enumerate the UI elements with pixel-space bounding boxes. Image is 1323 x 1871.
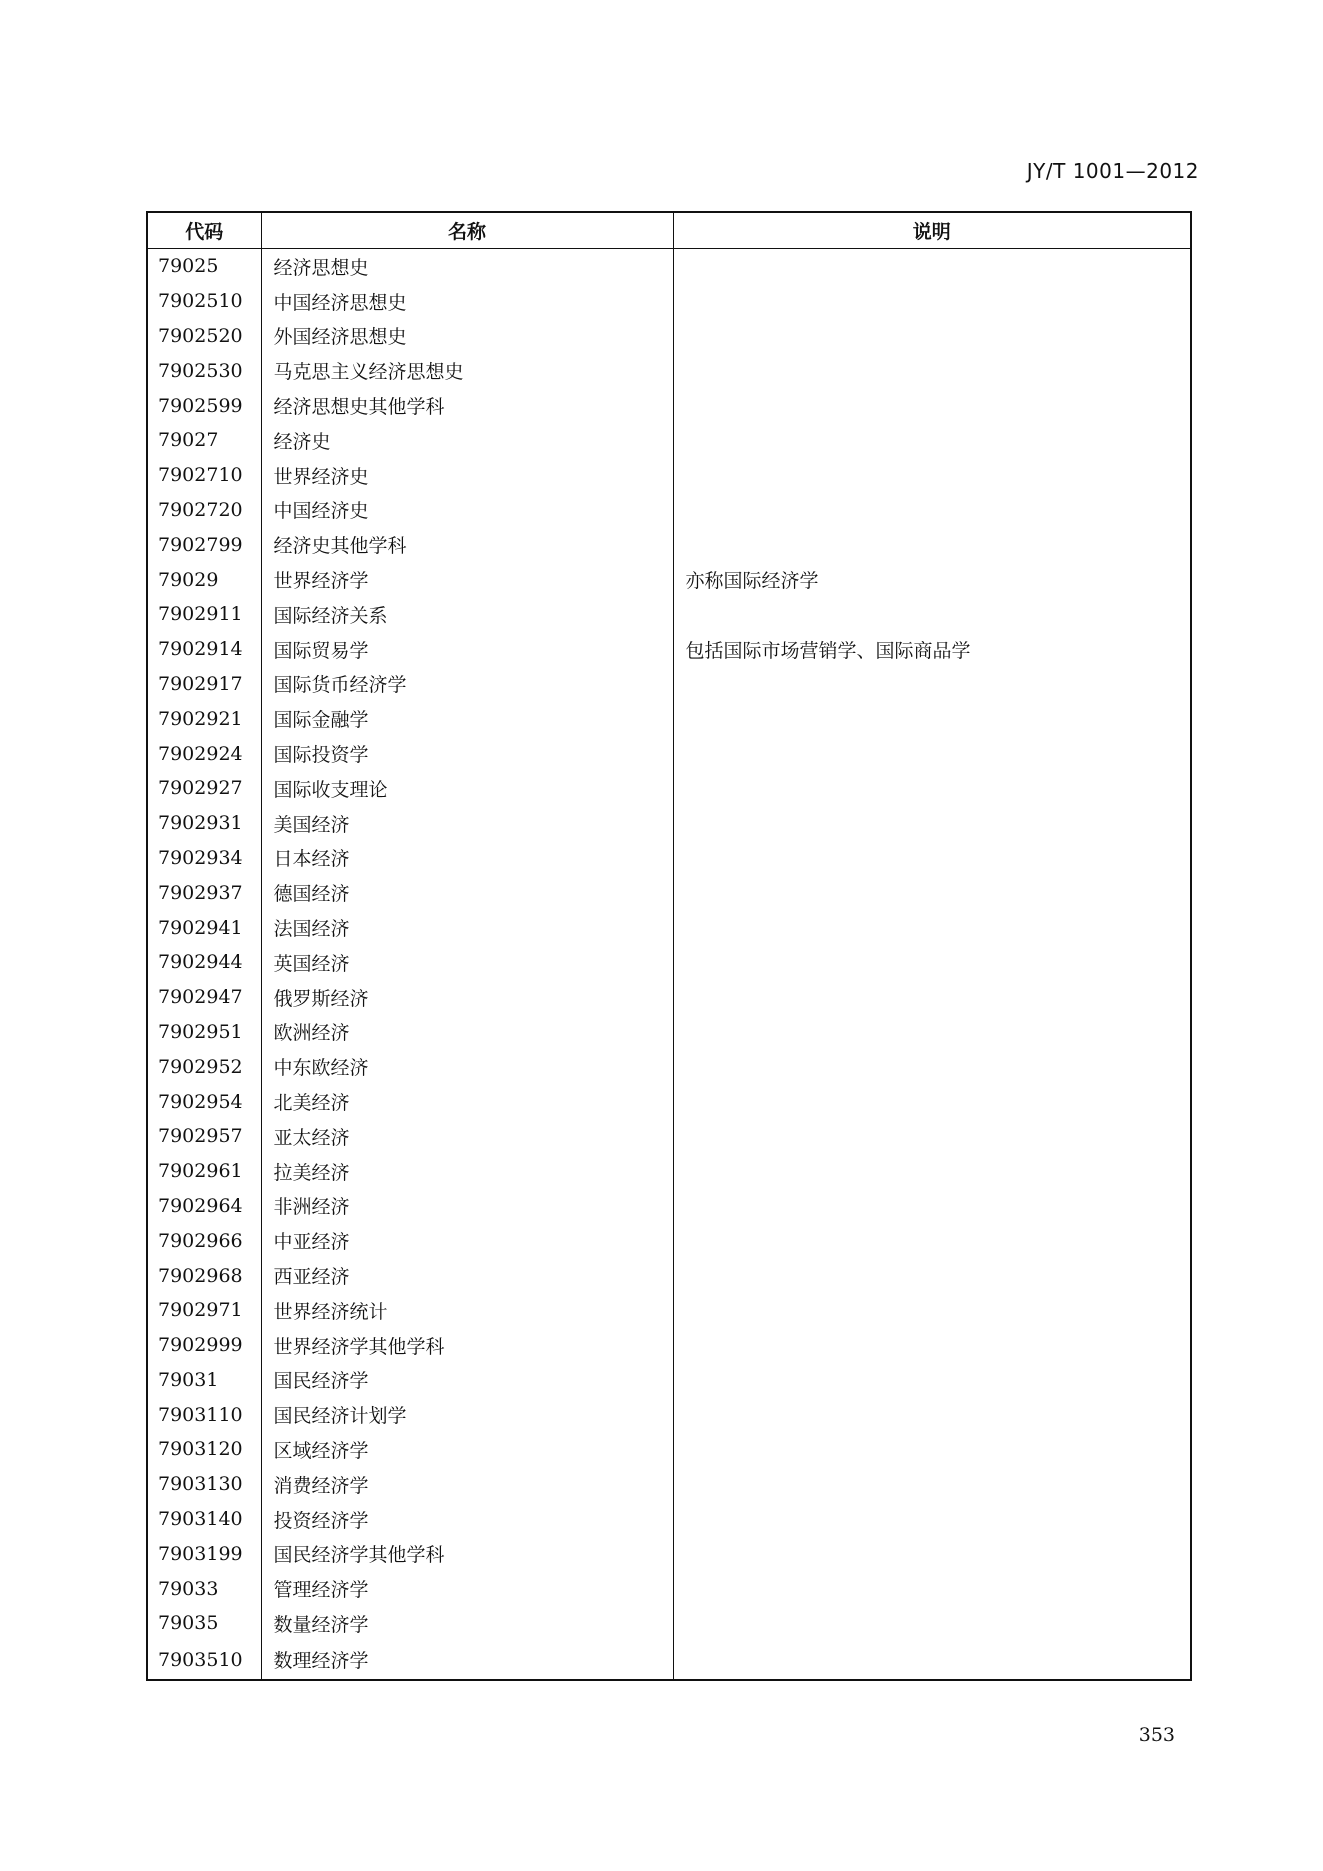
cell-description (673, 1536, 1191, 1571)
table-row (147, 458, 1191, 493)
cell-code: 7902530 (158, 359, 243, 382)
cell-code: 7902961 (158, 1160, 243, 1183)
cell-code: 7902914 (158, 638, 243, 661)
cell-name: 国际投资学 (261, 736, 673, 771)
cell-description (673, 1502, 1191, 1537)
discipline-code-table (146, 211, 1192, 1681)
table-row (147, 1571, 1191, 1606)
cell-name: 国民经济计划学 (261, 1397, 673, 1432)
column-header-description: 说明 (673, 212, 1191, 249)
cell-code: 79029 (158, 568, 219, 591)
table-row (147, 319, 1191, 354)
cell-name: 世界经济史 (261, 458, 673, 493)
cell-name: 法国经济 (261, 910, 673, 945)
table-row (147, 388, 1191, 423)
cell-description (673, 1189, 1191, 1224)
table-row (147, 527, 1191, 562)
cell-description (673, 1467, 1191, 1502)
cell-name: 外国经济思想史 (261, 319, 673, 354)
cell-code: 79031 (158, 1368, 219, 1391)
table-body (147, 249, 1191, 1680)
table-row (147, 910, 1191, 945)
cell-name: 国际货币经济学 (261, 667, 673, 702)
cell-description (673, 736, 1191, 771)
cell-description (673, 597, 1191, 632)
cell-code: 7902966 (158, 1229, 243, 1252)
cell-description (673, 1571, 1191, 1606)
cell-description (673, 875, 1191, 910)
standard-code: JY/T 1001—2012 (1026, 159, 1199, 183)
cell-description (673, 1119, 1191, 1154)
cell-description (673, 493, 1191, 528)
cell-name: 世界经济学 (261, 562, 673, 597)
cell-description (673, 1049, 1191, 1084)
cell-name: 世界经济统计 (261, 1293, 673, 1328)
table-row (147, 1641, 1191, 1680)
table-row (147, 1049, 1191, 1084)
table-row (147, 1119, 1191, 1154)
cell-code: 7903140 (158, 1508, 243, 1531)
cell-code: 7902971 (158, 1299, 243, 1322)
cell-name: 德国经济 (261, 875, 673, 910)
table-row (147, 806, 1191, 841)
cell-description: 亦称国际经济学 (673, 562, 1191, 597)
cell-description (673, 1154, 1191, 1189)
cell-name: 俄罗斯经济 (261, 980, 673, 1015)
cell-name: 国际经济关系 (261, 597, 673, 632)
table-row (147, 875, 1191, 910)
cell-description (673, 1258, 1191, 1293)
table-row (147, 423, 1191, 458)
table-row (147, 1467, 1191, 1502)
cell-name: 数量经济学 (261, 1606, 673, 1641)
table-header (147, 212, 1191, 249)
table-row (147, 667, 1191, 702)
cell-code: 7902799 (158, 533, 243, 556)
table-row (147, 597, 1191, 632)
cell-code: 7902931 (158, 812, 243, 835)
cell-description (673, 1363, 1191, 1398)
cell-description (673, 980, 1191, 1015)
cell-name: 经济思想史其他学科 (261, 388, 673, 423)
cell-description (673, 319, 1191, 354)
table-row (147, 562, 1191, 597)
cell-name: 国际金融学 (261, 701, 673, 736)
cell-name: 亚太经济 (261, 1119, 673, 1154)
table-row (147, 1536, 1191, 1571)
cell-description (673, 945, 1191, 980)
cell-code: 7902951 (158, 1020, 243, 1043)
cell-description (673, 806, 1191, 841)
cell-code: 7903130 (158, 1473, 243, 1496)
table-row (147, 945, 1191, 980)
cell-description: 包括国际市场营销学、国际商品学 (673, 632, 1191, 667)
table-row (147, 980, 1191, 1015)
cell-description (673, 1223, 1191, 1258)
table-row (147, 353, 1191, 388)
table-row (147, 1397, 1191, 1432)
cell-name: 英国经济 (261, 945, 673, 980)
cell-description (673, 1084, 1191, 1119)
cell-name: 消费经济学 (261, 1467, 673, 1502)
cell-name: 投资经济学 (261, 1502, 673, 1537)
table-row (147, 632, 1191, 667)
cell-code: 7902599 (158, 394, 243, 417)
cell-name: 国际收支理论 (261, 771, 673, 806)
table-row (147, 1606, 1191, 1641)
page-number: 353 (1138, 1724, 1175, 1746)
cell-description (673, 527, 1191, 562)
cell-description (673, 249, 1191, 284)
cell-name: 经济史其他学科 (261, 527, 673, 562)
cell-code: 79025 (158, 255, 219, 278)
cell-code: 7902924 (158, 742, 243, 765)
cell-description (673, 771, 1191, 806)
cell-code: 7902941 (158, 916, 243, 939)
discipline-code-table-container (146, 211, 1190, 1681)
table-row (147, 1154, 1191, 1189)
cell-code: 7902921 (158, 707, 243, 730)
cell-name: 国民经济学 (261, 1363, 673, 1398)
cell-name: 国民经济学其他学科 (261, 1536, 673, 1571)
table-row (147, 1258, 1191, 1293)
cell-code: 7902954 (158, 1090, 243, 1113)
cell-description (673, 353, 1191, 388)
table-row (147, 1189, 1191, 1224)
cell-description (673, 1015, 1191, 1050)
cell-description (673, 1606, 1191, 1641)
cell-description (673, 458, 1191, 493)
cell-name: 西亚经济 (261, 1258, 673, 1293)
table-row (147, 736, 1191, 771)
cell-description (673, 701, 1191, 736)
table-row (147, 771, 1191, 806)
cell-code: 79033 (158, 1577, 219, 1600)
cell-description (673, 423, 1191, 458)
cell-name: 美国经济 (261, 806, 673, 841)
cell-code: 7902520 (158, 324, 243, 347)
cell-description (673, 1293, 1191, 1328)
cell-name: 马克思主义经济思想史 (261, 353, 673, 388)
cell-name: 区域经济学 (261, 1432, 673, 1467)
table-row (147, 1293, 1191, 1328)
cell-description (673, 1641, 1191, 1680)
cell-name: 北美经济 (261, 1084, 673, 1119)
table-row (147, 1328, 1191, 1363)
cell-code: 7903199 (158, 1542, 243, 1565)
header-row (147, 212, 1191, 249)
cell-description (673, 910, 1191, 945)
cell-name: 非洲经济 (261, 1189, 673, 1224)
cell-description (673, 841, 1191, 876)
table-row (147, 1363, 1191, 1398)
table-row (147, 841, 1191, 876)
cell-code: 79035 (158, 1612, 219, 1635)
cell-code: 7902947 (158, 986, 243, 1009)
cell-description (673, 1328, 1191, 1363)
cell-code: 7902999 (158, 1334, 243, 1357)
cell-code: 79027 (158, 429, 219, 452)
cell-name: 中亚经济 (261, 1223, 673, 1258)
table-row (147, 1223, 1191, 1258)
table-row (147, 1502, 1191, 1537)
cell-code: 7902720 (158, 498, 243, 521)
column-header-code: 代码 (147, 212, 261, 249)
cell-code: 7903120 (158, 1438, 243, 1461)
cell-description (673, 1432, 1191, 1467)
table-row (147, 701, 1191, 736)
table-row (147, 1432, 1191, 1467)
table-row (147, 249, 1191, 284)
cell-name: 管理经济学 (261, 1571, 673, 1606)
cell-code: 7902927 (158, 777, 243, 800)
cell-description (673, 388, 1191, 423)
cell-name: 日本经济 (261, 841, 673, 876)
table-row (147, 1015, 1191, 1050)
cell-description (673, 1397, 1191, 1432)
cell-name: 经济史 (261, 423, 673, 458)
cell-name: 中国经济史 (261, 493, 673, 528)
cell-name: 国际贸易学 (261, 632, 673, 667)
cell-code: 7902510 (158, 290, 243, 313)
cell-code: 7902710 (158, 464, 243, 487)
cell-description (673, 667, 1191, 702)
table-row (147, 493, 1191, 528)
cell-name: 经济思想史 (261, 249, 673, 284)
cell-name: 世界经济学其他学科 (261, 1328, 673, 1363)
cell-code: 7902917 (158, 672, 243, 695)
cell-name: 中东欧经济 (261, 1049, 673, 1084)
column-header-name: 名称 (261, 212, 673, 249)
cell-code: 7902937 (158, 881, 243, 904)
cell-code: 7903110 (158, 1403, 243, 1426)
cell-code: 7902957 (158, 1125, 243, 1148)
cell-code: 7902964 (158, 1194, 243, 1217)
cell-name: 数理经济学 (261, 1641, 673, 1680)
table-row (147, 1084, 1191, 1119)
cell-name: 欧洲经济 (261, 1015, 673, 1050)
cell-code: 7902934 (158, 846, 243, 869)
table-row (147, 284, 1191, 319)
cell-code: 7902911 (158, 603, 243, 626)
cell-code: 7902944 (158, 951, 243, 974)
cell-name: 拉美经济 (261, 1154, 673, 1189)
cell-code: 7902968 (158, 1264, 243, 1287)
cell-code: 7902952 (158, 1055, 243, 1078)
cell-code: 7903510 (158, 1648, 243, 1671)
cell-name: 中国经济思想史 (261, 284, 673, 319)
cell-description (673, 284, 1191, 319)
